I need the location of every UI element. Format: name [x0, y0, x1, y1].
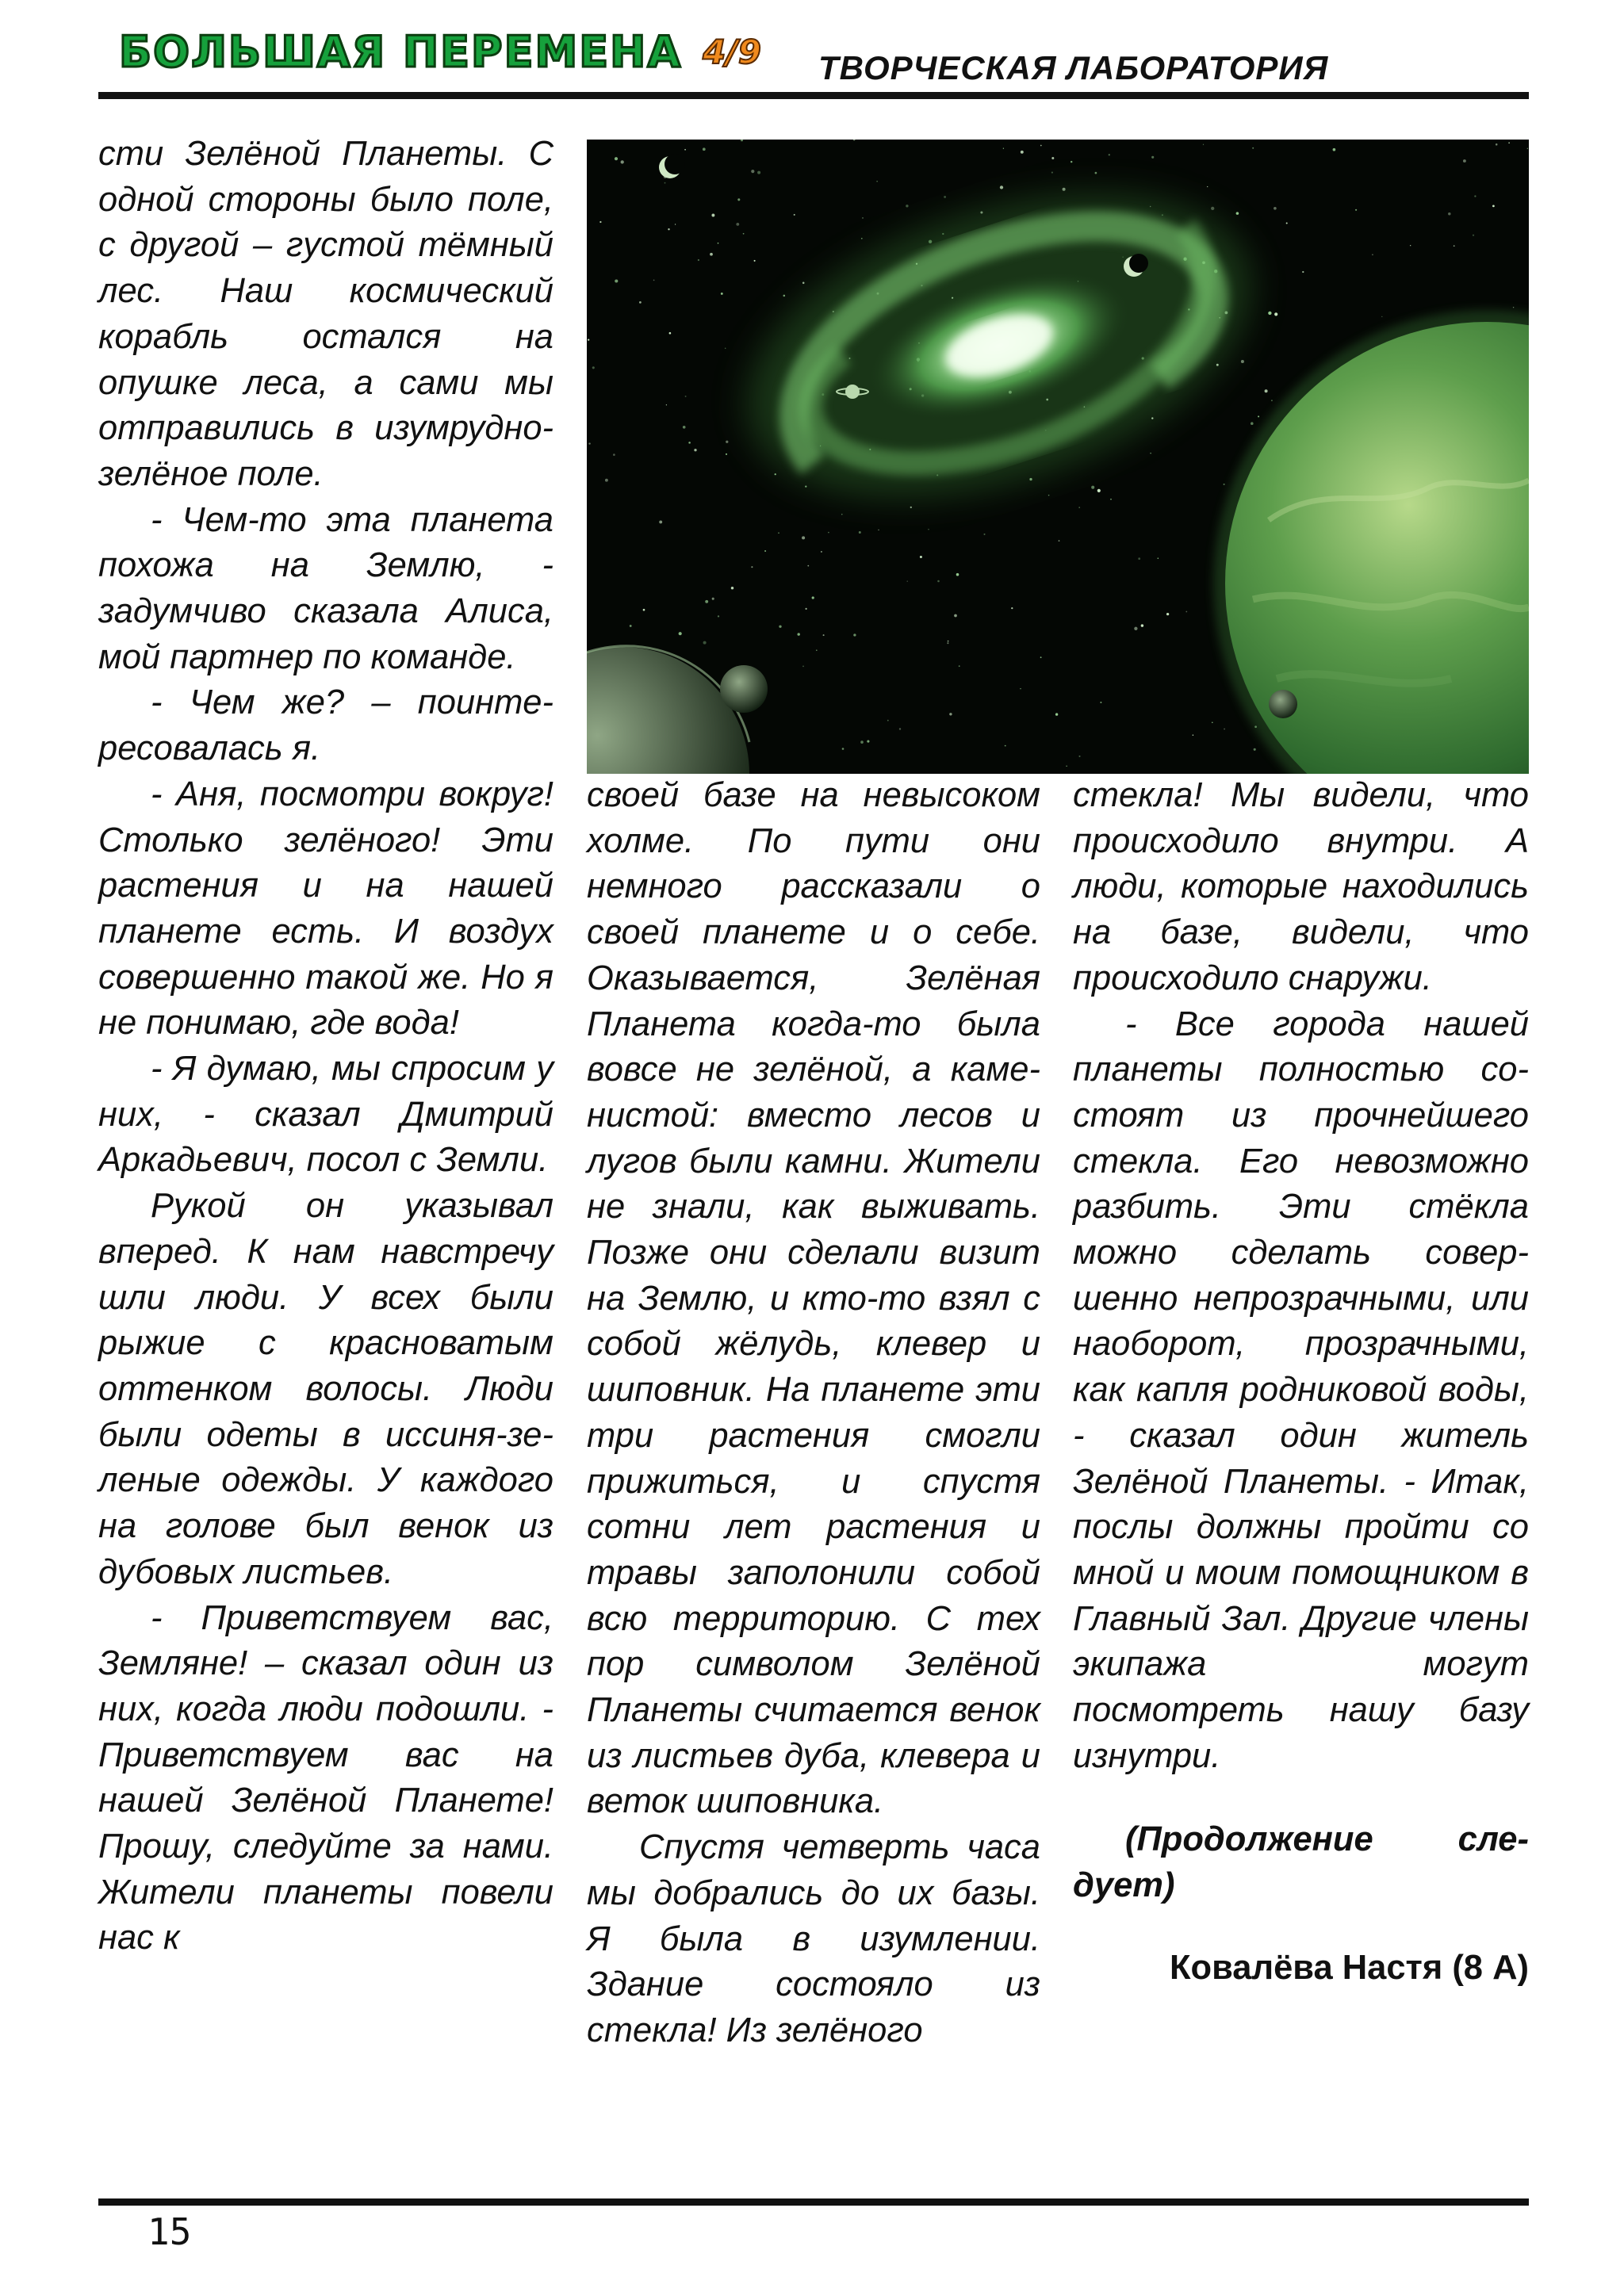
- star: [669, 332, 672, 335]
- star: [794, 214, 795, 216]
- article-column-2: [587, 773, 1040, 2054]
- star: [743, 233, 745, 235]
- to-be-continued: (Продолжение следует): [1073, 1820, 1529, 1905]
- small-moon: [720, 665, 768, 713]
- paragraph: - Чем же? – поинтересовалась я.: [98, 683, 553, 768]
- paragraph: - Аня, посмотри вокруг! Столько зелёного! Эти растения и на нашей планете есть. И воздух совершенно такой же. Но я не понимаю, где вода!: [98, 775, 553, 1043]
- star: [983, 534, 985, 535]
- star: [807, 565, 809, 567]
- star: [860, 740, 864, 744]
- star: [1071, 161, 1072, 163]
- star: [1134, 627, 1137, 630]
- star: [653, 280, 655, 281]
- star: [859, 531, 861, 534]
- star: [1241, 360, 1244, 363]
- star: [668, 228, 669, 230]
- star: [1224, 484, 1225, 485]
- star: [1048, 495, 1050, 496]
- star: [775, 473, 776, 475]
- star: [1474, 195, 1476, 197]
- paragraph: - Я думаю, мы спросим у них, - сказал Дмитрий Аркадьевич, посол с Земли.: [98, 1050, 553, 1180]
- star: [679, 632, 682, 635]
- star: [1005, 745, 1006, 747]
- star: [1212, 721, 1213, 723]
- star: [1051, 157, 1054, 159]
- logo-title: БОЛЬШАЯ ПЕРЕМЕНА: [119, 26, 683, 77]
- star: [778, 532, 779, 534]
- star: [1448, 212, 1450, 215]
- star: [1463, 159, 1466, 163]
- star: [1410, 245, 1411, 246]
- star: [1097, 489, 1101, 492]
- paragraph: своей базе на невысоком холме. По пути они немного рассказали о своей планете и о себе. Оказывается, Зелёная Планета когда-то была вовсе не зелёной, а каменистой: вместо лесов и лугов были камни. Жители не знали, как выживать. Позже они сделали визит на Землю, и кто-то взял с собой жёлудь, клевер и шиповник. На планете эти три растения смогли прижиться, и спустя сотни лет растения и травы заполонили собой всю территорию. С тех пор символом Зелёной Планеты считается венок из листьев дуба, клевера и веток шиповника.: [587, 776, 1040, 1821]
- star: [1040, 656, 1042, 658]
- star: [588, 442, 590, 444]
- star: [1000, 186, 1003, 189]
- star: [1372, 254, 1373, 255]
- star: [1381, 316, 1382, 317]
- star: [1527, 148, 1528, 149]
- star: [1138, 557, 1140, 560]
- star: [812, 596, 814, 599]
- star: [605, 479, 608, 482]
- star: [757, 171, 760, 174]
- star: [947, 642, 948, 644]
- star: [1268, 312, 1271, 315]
- star: [588, 339, 589, 341]
- star: [841, 514, 842, 515]
- star: [1040, 145, 1042, 147]
- star: [928, 529, 929, 530]
- star: [621, 160, 624, 163]
- star: [1252, 147, 1254, 149]
- paragraph: стекла! Мы видели, что происходило внутри. А люди, которые находились на базе, видели, что происходило снаружи.: [1073, 776, 1529, 997]
- star: [802, 536, 805, 539]
- space-illustration: [587, 140, 1529, 774]
- star: [1211, 207, 1214, 210]
- star: [867, 740, 869, 743]
- star: [1166, 613, 1169, 615]
- newspaper-logo: [119, 24, 761, 79]
- star: [639, 301, 642, 304]
- star: [751, 170, 754, 173]
- star: [1150, 453, 1151, 454]
- star: [688, 442, 691, 444]
- star: [726, 441, 728, 443]
- star: [910, 507, 912, 508]
- footer-rule: [98, 2198, 1529, 2206]
- star: [698, 259, 699, 261]
- star: [1236, 212, 1239, 215]
- star: [666, 404, 667, 405]
- star: [1496, 144, 1498, 146]
- star: [726, 453, 727, 455]
- star: [842, 748, 845, 750]
- star: [1508, 142, 1510, 144]
- star: [613, 453, 615, 456]
- article-column-1: [98, 132, 553, 1961]
- header-rule: [98, 92, 1529, 99]
- article-column-3: [1073, 773, 1529, 1992]
- star: [615, 279, 618, 282]
- star: [797, 633, 799, 635]
- star: [906, 205, 908, 207]
- star: [683, 426, 686, 429]
- star: [599, 221, 601, 223]
- paragraph: сти Зелёной Планеты. С одной стороны было поле, с другой – густой тёмный лес. Наш космический корабль остался на опушке леса, а сами мы отправились в изумрудно-зелёное поле.: [98, 135, 553, 493]
- star: [1078, 507, 1080, 508]
- issue-number: 4/9: [703, 32, 761, 71]
- star: [828, 532, 829, 534]
- paragraph: - Чем-то эта планета похожа на Землю, - задумчиво сказала Алиса, мой партнер по команде.: [98, 500, 553, 676]
- star: [1059, 540, 1060, 541]
- star: [1066, 766, 1067, 767]
- star: [1286, 222, 1288, 224]
- star: [718, 243, 719, 244]
- star: [1051, 172, 1053, 174]
- paragraph: - Приветствуем вас, Земляне! – сказал один из них, когда люди подошли. - Приветствуем вас на нашей Зелёной Планете! Прошу, следуйте за нами. Жители планеты повели нас к: [98, 1598, 553, 1957]
- page-number: 15: [147, 2210, 192, 2253]
- star: [949, 713, 952, 715]
- star: [876, 181, 877, 182]
- star: [751, 566, 753, 568]
- star: [712, 598, 714, 600]
- star: [1355, 209, 1357, 211]
- star: [806, 608, 807, 610]
- paragraph: - Все города нашей планеты полностью состоят из прочнейшего стекла. Его невозможно разбить. Эти стёкла можно сделать совершенно непрозрачными, или наоборот, прозрачными, как капля родниковой воды, - сказал один житель Зелёной Планеты. - Итак, послы должны пройти со мной и моим помощником в Главный Зал. Другие члены экипажа могут посмотреть нашу базу изнутри.: [1073, 1004, 1529, 1775]
- star: [643, 609, 645, 611]
- section-title: ТВОРЧЕСКАЯ ЛАБОРАТОРИЯ: [818, 49, 1329, 86]
- star: [1224, 729, 1225, 730]
- star: [1473, 235, 1474, 236]
- paragraph: Рукой он указывал вперед. К нам навстречу шли люди. У всех были рыжие с красноватым оттенком волосы. Люди были одеты в иссиня-зеленые одежды. У каждого на голове был венок из дубовых листьев.: [98, 1187, 553, 1591]
- star: [907, 580, 908, 581]
- star: [1207, 186, 1208, 187]
- author-byline: Ковалёва Настя (8 А): [1170, 1948, 1529, 1987]
- star: [1020, 688, 1021, 690]
- star: [1100, 702, 1101, 703]
- star: [1492, 205, 1495, 208]
- star: [937, 580, 940, 583]
- star: [1078, 756, 1080, 757]
- star: [1274, 207, 1277, 210]
- star: [684, 149, 686, 151]
- star: [1158, 557, 1159, 559]
- star: [615, 157, 618, 160]
- star: [783, 295, 786, 297]
- star: [705, 600, 708, 603]
- star: [1091, 486, 1094, 489]
- star: [1258, 415, 1259, 417]
- star: [694, 449, 696, 451]
- star: [899, 728, 901, 729]
- star: [1109, 154, 1110, 155]
- star: [1095, 172, 1097, 174]
- star: [853, 633, 856, 636]
- star: [736, 223, 739, 226]
- star: [685, 396, 687, 397]
- star: [1302, 271, 1304, 273]
- star: [1271, 400, 1273, 401]
- star: [659, 520, 662, 523]
- star: [821, 551, 822, 553]
- star: [1454, 245, 1455, 247]
- star: [1055, 713, 1058, 715]
- star: [1274, 312, 1277, 316]
- star: [920, 556, 922, 558]
- star: [592, 366, 595, 369]
- star: [887, 720, 889, 721]
- star: [1141, 624, 1143, 626]
- star: [956, 573, 959, 576]
- star: [665, 182, 666, 184]
- star: [1063, 188, 1066, 191]
- star: [779, 626, 781, 628]
- small-moon: [1269, 690, 1297, 718]
- star: [948, 641, 949, 642]
- star: [1251, 422, 1254, 425]
- star: [1003, 148, 1004, 149]
- star: [754, 260, 756, 262]
- star: [816, 649, 818, 651]
- star: [710, 253, 713, 256]
- star: [1333, 148, 1336, 151]
- star: [725, 348, 726, 350]
- star: [764, 550, 766, 552]
- star: [737, 198, 740, 201]
- star: [1029, 478, 1032, 480]
- star: [1151, 156, 1154, 159]
- star: [802, 282, 805, 285]
- paragraph: Спустя четверть часа мы добрались до их базы. Я была в изумлении. Здание состояло из стекла! Из зелёного: [587, 1828, 1040, 2049]
- star: [703, 147, 706, 151]
- star: [1513, 307, 1514, 308]
- star: [954, 614, 957, 618]
- star: [718, 615, 719, 617]
- star: [630, 625, 632, 627]
- star: [711, 214, 714, 217]
- star: [805, 485, 806, 487]
- star: [959, 665, 960, 667]
- star: [1254, 748, 1256, 751]
- star: [1203, 144, 1204, 145]
- star: [862, 217, 864, 219]
- star: [861, 238, 863, 239]
- star: [1011, 607, 1013, 609]
- star: [1021, 151, 1024, 154]
- star: [721, 293, 723, 295]
- star: [802, 666, 804, 668]
- star: [823, 634, 825, 636]
- star: [1185, 611, 1187, 613]
- star: [703, 641, 707, 645]
- star: [1265, 389, 1268, 392]
- star: [731, 587, 733, 589]
- star: [1110, 499, 1112, 500]
- star: [944, 196, 946, 198]
